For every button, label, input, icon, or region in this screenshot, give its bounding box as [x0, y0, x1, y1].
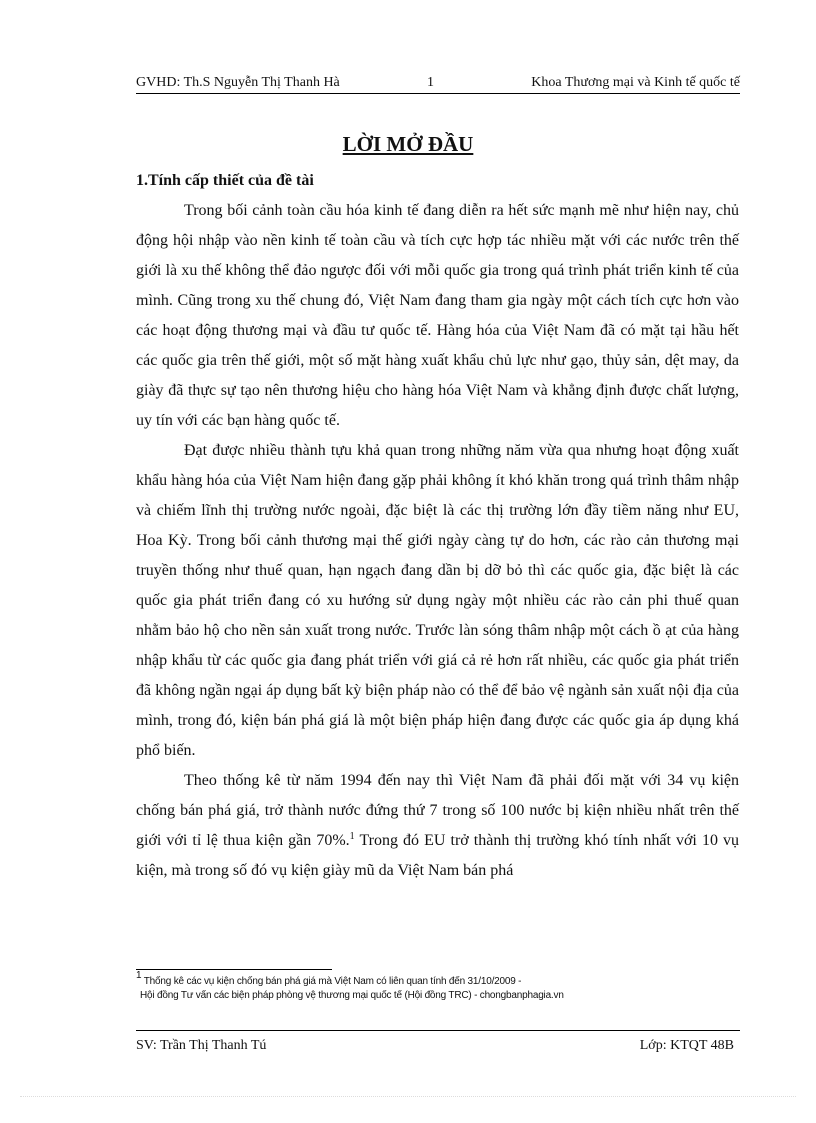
- footnote-text-2: Hội đồng Tư vấn các biện pháp phòng vệ thương mại quốc tế (Hội đồng TRC) - chongbanphagia.vn: [140, 990, 564, 1001]
- body-text: [136, 196, 739, 886]
- footer-class: Lớp: KTQT 48B: [639, 1038, 734, 1053]
- paragraph-3: [136, 766, 739, 886]
- paragraph-2: Đạt được nhiều thành tựu khả quan trong những năm vừa qua nhưng hoạt động xuất khẩu hàng hóa của Việt Nam hiện đang gặp phải không ít khó khăn trong quá trình thâm nhập và chiếm lĩnh thị trường nước ngoài, đặc biệt là các thị trường lớn đầy tiềm năng như EU, Hoa Kỳ. Trong bối cảnh thương mại thế giới ngày càng tự do hơn, các rào cản thương mại truyền thống như thuế quan, hạn ngạch đang dần bị dỡ bỏ thì các quốc gia, đặc biệt là các quốc gia phát triển đang có xu hướng sử dụng ngày một nhiều các rào cản phi thuế quan nhằm bảo hộ cho nền sản xuất trong nước. Trước làn sóng thâm nhập một cách ồ ạt của hàng nhập khẩu từ các quốc gia đang phát triển với giá cả rẻ hơn rất nhiều, các quốc gia phát triển đã không ngần ngại áp dụng bất kỳ biện pháp nào có thể để bảo vệ ngành sản xuất nội địa của mình, trong đó, kiện bán phá giá là một biện pháp hiện đang được các quốc gia áp dụng khá phổ biến.: [136, 442, 739, 759]
- footnote-line-1: [136, 970, 756, 989]
- paragraph-3-text: Theo thống kê từ năm 1994 đến nay thì Việt Nam đã phải đối mặt với 34 vụ kiện chống bán phá giá, trở thành nước đứng thứ 7 trong số 100 nước bị kiện nhiều nhất trên thế giới với tỉ lệ thua kiện gần 70%.: [136, 772, 739, 849]
- footnote: [136, 970, 756, 1003]
- paragraph-3-continuation: Trong đó EU trở thành thị trường khó tính nhất với 10 vụ kiện, mà trong số đó vụ kiện giày mũ da Việt Nam bán phá: [136, 832, 740, 879]
- footnote-text-1: Thống kê các vụ kiện chống bán phá giá mà Việt Nam có liên quan tính đến 31/10/2009 -: [141, 976, 522, 987]
- footnote-separator: [136, 969, 332, 970]
- page-number: 1: [427, 75, 434, 90]
- footer-student: SV: Trần Thị Thanh Tú: [136, 1038, 267, 1053]
- page-header: [136, 73, 740, 94]
- page-title: [0, 132, 816, 157]
- footnote-number: 1: [136, 970, 142, 981]
- section-heading: 1.Tính cấp thiết của đề tài: [136, 172, 314, 189]
- page-title-text: LỜI MỞ ĐẦU: [342, 132, 474, 156]
- header-faculty: Khoa Thương mại và Kinh tế quốc tế: [531, 75, 740, 90]
- page-footer: [136, 1030, 740, 1061]
- header-supervisor: GVHD: Th.S Nguyễn Thị Thanh Hà: [136, 75, 340, 90]
- page-edge-divider: [20, 1096, 796, 1097]
- footnote-reference[interactable]: 1: [349, 831, 355, 842]
- paragraph-1: Trong bối cảnh toàn cầu hóa kinh tế đang diễn ra hết sức mạnh mẽ như hiện nay, chủ động hội nhập vào nền kinh tế toàn cầu và tích cực hợp tác nhiều mặt với các nước trên thế giới là xu thế không thể đảo ngược đối với mỗi quốc gia trong quá trình phát triển kinh tế của mình. Cũng trong xu thế chung đó, Việt Nam đang tham gia ngày một cách tích cực hơn vào các hoạt động thương mại và đầu tư quốc tế. Hàng hóa của Việt Nam đã có mặt tại hầu hết các quốc gia trên thế giới, một số mặt hàng xuất khẩu chủ lực như gạo, thủy sản, dệt may, da giày đã thực sự tạo nên thương hiệu cho hàng hóa Việt Nam và khẳng định được chất lượng, uy tín với các bạn hàng quốc tế.: [136, 202, 739, 429]
